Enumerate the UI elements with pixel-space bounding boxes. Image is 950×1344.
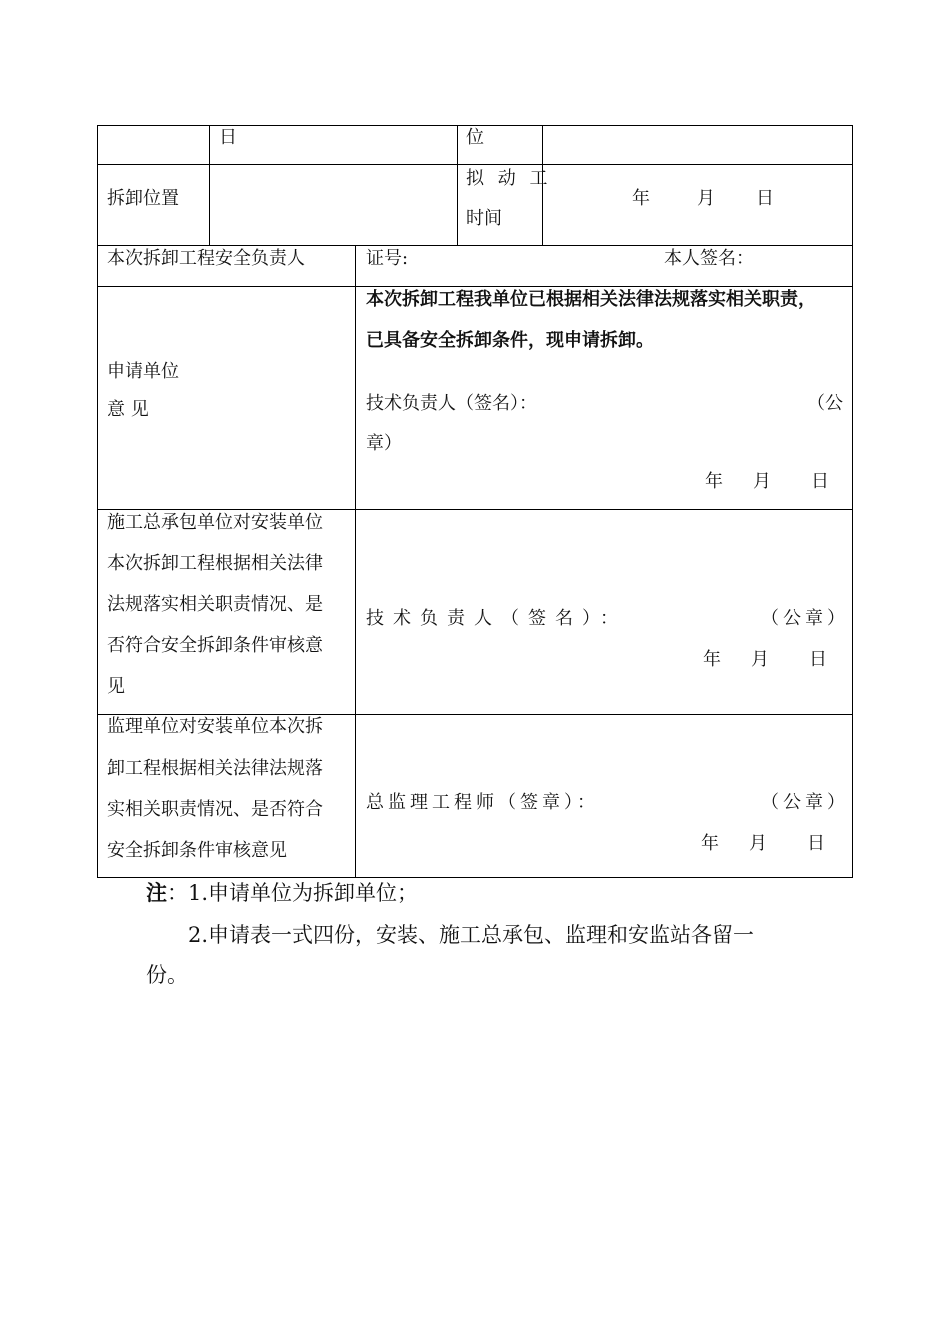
demolition-location-label: 拆卸位置 <box>107 188 179 209</box>
supervisor-month: 月 <box>749 833 767 854</box>
supervisor-seal: （公章） <box>761 792 849 813</box>
supervisor-year: 年 <box>701 833 719 854</box>
note-item2-continued: 份。 <box>146 963 188 987</box>
start-day: 日 <box>756 188 774 209</box>
contractor-label-line: 法规落实相关职责情况、是 <box>107 594 323 615</box>
planned-start-label-line2: 时间 <box>466 208 502 229</box>
applicant-year: 年 <box>705 471 723 492</box>
row-divider <box>97 509 853 510</box>
table-border-left <box>97 125 98 878</box>
supervisor-label-line: 卸工程根据相关法律法规落 <box>107 758 323 779</box>
contractor-label-line: 施工总承包单位对安装单位 <box>107 512 323 533</box>
table-border-top <box>97 125 853 126</box>
supervisor-label-line: 实相关职责情况、是否符合 <box>107 799 323 820</box>
supervisor-label-line: 监理单位对安装单位本次拆 <box>107 716 323 737</box>
note-item2: 2.申请表一式四份，安装、施工总承包、监理和安监站各留一 <box>188 923 755 947</box>
table-border-right <box>852 125 853 878</box>
supervisor-day: 日 <box>807 833 825 854</box>
applicant-label-line1: 申请单位 <box>107 361 179 382</box>
safety-officer-label: 本次拆卸工程安全负责人 <box>107 248 305 269</box>
row-divider <box>97 714 853 715</box>
start-year: 年 <box>632 188 650 209</box>
contractor-label-line: 见 <box>107 676 125 697</box>
planned-start-label-line1: 拟 动 工 <box>466 168 552 189</box>
applicant-seal-part1: （公 <box>807 393 843 414</box>
applicant-day: 日 <box>811 471 829 492</box>
applicant-statement-line1: 本次拆卸工程我单位已根据相关法律法规落实相关职责， <box>366 289 816 310</box>
supervisor-label-line: 安全拆卸条件审核意见 <box>107 840 287 861</box>
applicant-seal-part2: 章） <box>366 433 402 454</box>
row-divider <box>97 245 853 246</box>
row-divider <box>97 286 853 287</box>
applicant-statement-line2: 已具备安全拆卸条件，现申请拆卸。 <box>366 330 654 351</box>
column-divider <box>355 245 356 877</box>
row1-unit-fragment: 位 <box>466 127 484 148</box>
start-month: 月 <box>697 188 715 209</box>
contractor-label-line: 本次拆卸工程根据相关法律 <box>107 553 323 574</box>
contractor-month: 月 <box>751 649 769 670</box>
row1-date-fragment: 日 <box>219 127 237 148</box>
row-divider <box>97 164 853 165</box>
personal-signature-label: 本人签名： <box>664 248 754 269</box>
applicant-label-line2: 意 见 <box>107 399 149 420</box>
contractor-tech-signature: 技术负责人（签名）： <box>366 608 627 629</box>
contractor-label-line: 否符合安全拆卸条件审核意 <box>107 635 323 656</box>
applicant-month: 月 <box>753 471 771 492</box>
column-divider <box>209 125 210 245</box>
note-item1: ：1.申请单位为拆卸单位； <box>167 881 419 905</box>
note-line1 <box>146 881 418 905</box>
contractor-seal: （公章） <box>761 608 849 629</box>
table-border-bottom <box>97 877 853 878</box>
applicant-tech-signature: 技术负责人（签名）： <box>366 393 537 414</box>
certificate-number-label: 证号: <box>366 248 409 269</box>
contractor-day: 日 <box>809 649 827 670</box>
column-divider <box>457 125 458 245</box>
contractor-year: 年 <box>703 649 721 670</box>
note-prefix: 注 <box>146 880 167 905</box>
chief-engineer-signature: 总监理工程师（签章）： <box>366 792 599 813</box>
